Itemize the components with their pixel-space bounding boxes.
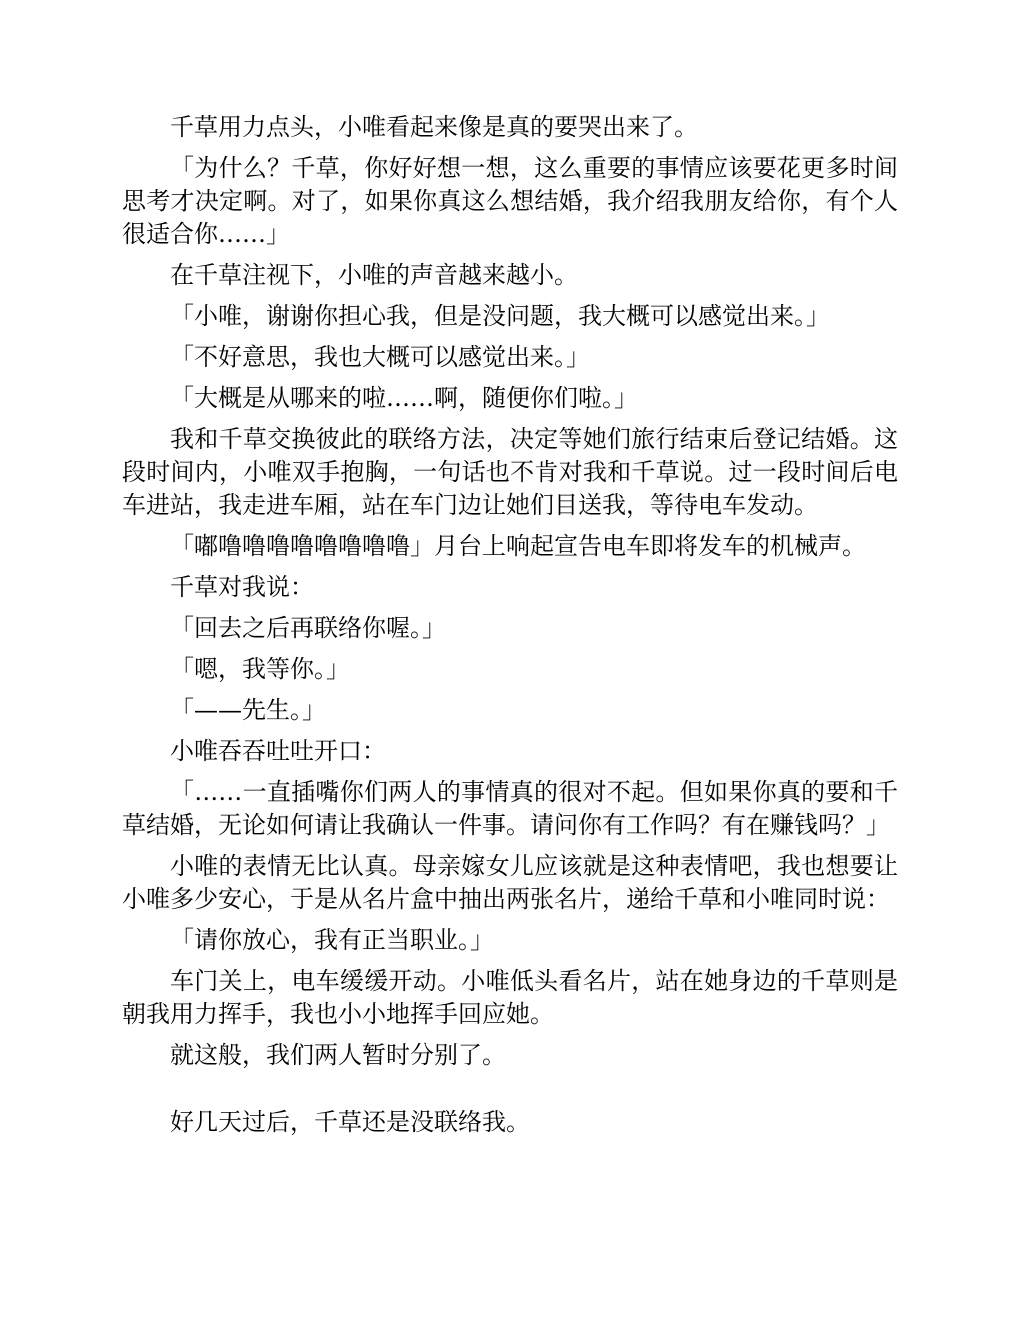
paragraph: 我和千草交换彼此的联络方法，决定等她们旅行结束后登记结婚。这段时间内，小唯双手抱胸，一句话也不肯对我和千草说。过一段时间后电车进站，我走进车厢，站在车门边让她们目送我，等待电车发动。 — [122, 425, 898, 519]
document-body — [122, 111, 898, 1147]
paragraph: 「——先生。」 — [170, 696, 326, 724]
paragraph: 千草用力点头，小唯看起来像是真的要哭出来了。 — [170, 113, 698, 141]
paragraph: 「为什么？千草，你好好想一想，这么重要的事情应该要花更多时间思考才决定啊。对了，如果你真这么想结婚，我介绍我朋友给你，有个人很适合你……」 — [122, 154, 898, 248]
section-break — [122, 1080, 898, 1106]
paragraph: 千草对我说： — [170, 573, 314, 601]
paragraph: 「小唯，谢谢你担心我，但是没问题，我大概可以感觉出来。」 — [170, 302, 830, 330]
paragraph: 「回去之后再联络你喔。」 — [170, 614, 446, 642]
paragraph: 「请你放心，我有正当职业。」 — [170, 926, 494, 954]
paragraph: 「嘟噜噜噜噜噜噜噜噜」月台上响起宣告电车即将发车的机械声。 — [170, 532, 866, 560]
paragraph: 「大概是从哪来的啦……啊，随便你们啦。」 — [170, 384, 638, 412]
paragraph: 就这般，我们两人暂时分别了。 — [170, 1041, 506, 1069]
paragraph: 好几天过后，千草还是没联络我。 — [170, 1108, 530, 1136]
paragraph: 「不好意思，我也大概可以感觉出来。」 — [170, 343, 590, 371]
paragraph: 车门关上，电车缓缓开动。小唯低头看名片，站在她身边的千草则是朝我用力挥手，我也小小地挥手回应她。 — [122, 967, 898, 1028]
paragraph: 在千草注视下，小唯的声音越来越小。 — [170, 261, 578, 289]
paragraph: 小唯吞吞吐吐开口： — [170, 737, 386, 765]
paragraph: 「嗯，我等你。」 — [170, 655, 350, 683]
paragraph: 小唯的表情无比认真。母亲嫁女儿应该就是这种表情吧，我也想要让小唯多少安心，于是从名片盒中抽出两张名片，递给千草和小唯同时说： — [122, 852, 898, 913]
paragraph: 「……一直插嘴你们两人的事情真的很对不起。但如果你真的要和千草结婚，无论如何请让我确认一件事。请问你有工作吗？有在赚钱吗？」 — [122, 778, 898, 839]
